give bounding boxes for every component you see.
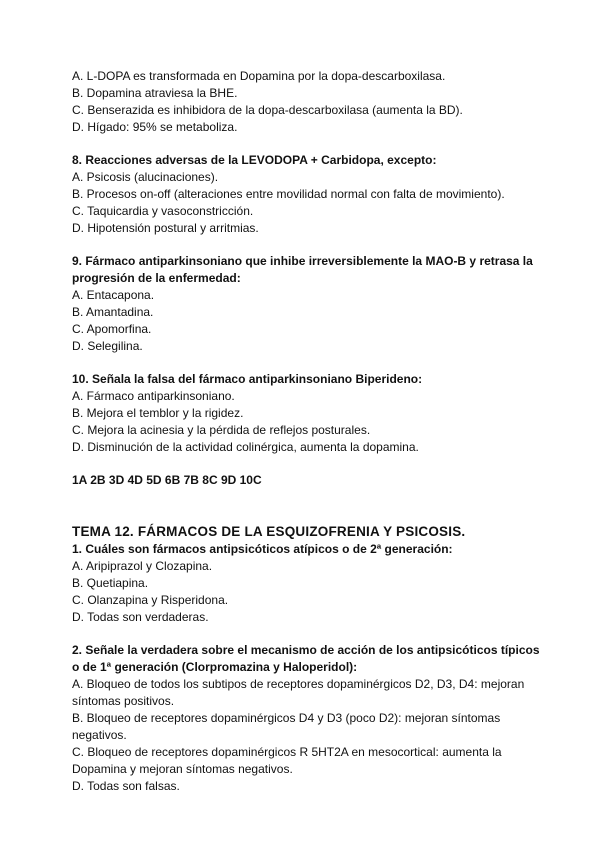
option-a: A. Entacapona. <box>72 288 155 302</box>
option-c: C. Apomorfina. <box>72 322 152 336</box>
option-c: C. Taquicardia y vasoconstricción. <box>72 204 254 218</box>
section-title: TEMA 12. FÁRMACOS DE LA ESQUIZOFRENIA Y PSICOSIS. <box>72 524 466 539</box>
question-8-text: 8. Reacciones adversas de la LEVODOPA + Carbidopa, excepto: <box>72 153 437 167</box>
option-b: B. Mejora el temblor y la rigidez. <box>72 406 244 420</box>
option-d: D. Selegilina. <box>72 339 143 353</box>
option-a: A. Fármaco antiparkinsoniano. <box>72 389 235 403</box>
option-a: A. L-DOPA es transformada en Dopamina por la dopa-descarboxilasa. <box>72 69 446 83</box>
option-c: C. Mejora la acinesia y la pérdida de reflejos posturales. <box>72 423 371 437</box>
option-b: B. Dopamina atraviesa la BHE. <box>72 86 238 100</box>
question-8 <box>72 152 542 237</box>
option-a: A. Bloqueo de todos los subtipos de receptores dopaminérgicos D2, D3, D4: mejoran síntomas positivos. <box>72 677 525 708</box>
question-1-text: 1. Cuáles son fármacos antipsicóticos atípicos o de 2ª generación: <box>72 542 453 556</box>
option-a: A. Psicosis (alucinaciones). <box>72 170 219 184</box>
option-d: D. Todas son verdaderas. <box>72 610 209 624</box>
option-c: C. Bloqueo de receptores dopaminérgicos R 5HT2A en mesocortical: aumenta la Dopamina y mejoran síntomas negativos. <box>72 745 502 776</box>
option-d: D. Hipotensión postural y arritmias. <box>72 221 259 235</box>
tema12-question-2 <box>72 642 542 795</box>
document-page <box>72 68 542 795</box>
question-2-text: 2. Señale la verdadera sobre el mecanismo de acción de los antipsicóticos típicos o de 1ª generación (Clorpromazina y Haloperidol): <box>72 643 540 674</box>
question-10 <box>72 371 542 456</box>
option-b: B. Amantadina. <box>72 305 154 319</box>
question-9-text: 9. Fármaco antiparkinsoniano que inhibe irreversiblemente la MAO-B y retrasa la progresión de la enfermedad: <box>72 254 533 285</box>
question-block-7-options <box>72 68 542 136</box>
option-b: B. Procesos on-off (alteraciones entre movilidad normal con falta de movimiento). <box>72 187 505 201</box>
option-d: D. Disminución de la actividad colinérgica, aumenta la dopamina. <box>72 440 419 454</box>
option-b: B. Quetiapina. <box>72 576 149 590</box>
answer-key: 1A 2B 3D 4D 5D 6B 7B 8C 9D 10C <box>72 473 262 487</box>
question-10-text: 10. Señala la falsa del fármaco antiparkinsoniano Biperideno: <box>72 372 423 386</box>
option-c: C. Olanzapina y Risperidona. <box>72 593 229 607</box>
option-d: D. Todas son falsas. <box>72 779 180 793</box>
option-a: A. Aripiprazol y Clozapina. <box>72 559 213 573</box>
option-b: B. Bloqueo de receptores dopaminérgicos D4 y D3 (poco D2): mejoran síntomas negativos. <box>72 711 501 742</box>
tema12-question-1 <box>72 541 542 626</box>
option-d: D. Hígado: 95% se metaboliza. <box>72 120 238 134</box>
option-c: C. Benserazida es inhibidora de la dopa-descarboxilasa (aumenta la BD). <box>72 103 463 117</box>
question-9 <box>72 253 542 355</box>
